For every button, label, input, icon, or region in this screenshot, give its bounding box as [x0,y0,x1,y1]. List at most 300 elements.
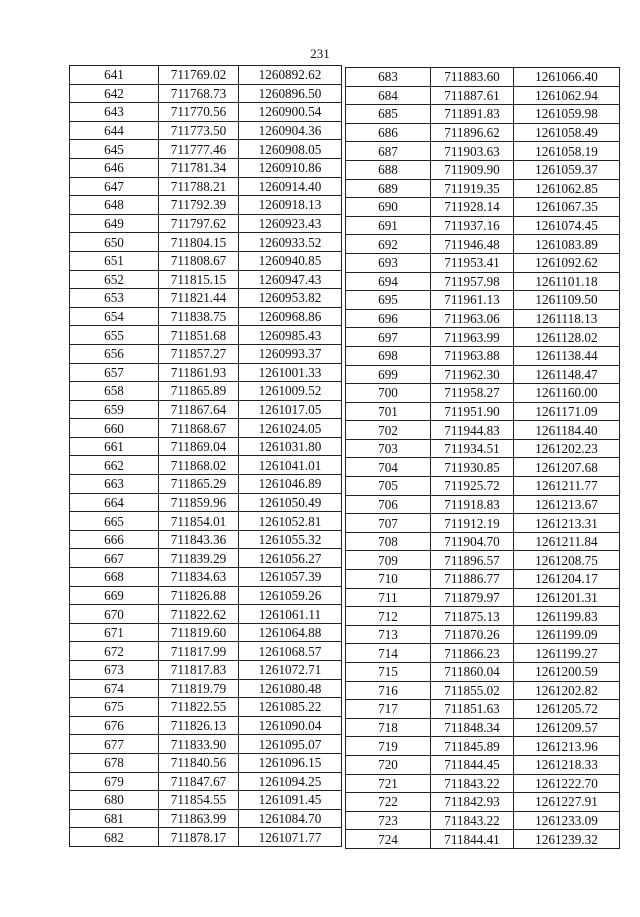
y-coordinate-cell: 1261091.45 [239,791,342,810]
point-number-cell: 682 [70,828,159,847]
y-coordinate-cell: 1261209.57 [514,718,620,737]
point-number-cell: 673 [70,661,159,680]
table-row [70,828,342,847]
point-number-cell: 676 [70,716,159,735]
x-coordinate-cell: 711887.61 [431,86,514,105]
y-coordinate-cell: 1261024.05 [239,419,342,438]
table-row [346,439,620,458]
table-row [70,214,342,233]
table-row [70,140,342,159]
point-number-cell: 683 [346,68,431,87]
y-coordinate-cell: 1261227.91 [514,793,620,812]
y-coordinate-cell: 1261213.31 [514,514,620,533]
x-coordinate-cell: 711797.62 [159,214,239,233]
y-coordinate-cell: 1261095.07 [239,735,342,754]
table-row [346,235,620,254]
table-row [346,142,620,161]
y-coordinate-cell: 1261222.70 [514,774,620,793]
table-row [346,718,620,737]
table-row [346,421,620,440]
x-coordinate-cell: 711773.50 [159,121,239,140]
point-number-cell: 677 [70,735,159,754]
x-coordinate-cell: 711866.23 [431,644,514,663]
table-row [70,716,342,735]
y-coordinate-cell: 1261118.13 [514,309,620,328]
x-coordinate-cell: 711842.93 [431,793,514,812]
table-row [70,419,342,438]
y-coordinate-cell: 1260985.43 [239,326,342,345]
y-coordinate-cell: 1261201.31 [514,588,620,607]
y-coordinate-cell: 1261017.05 [239,400,342,419]
table-row [70,493,342,512]
y-coordinate-cell: 1260993.37 [239,344,342,363]
point-number-cell: 672 [70,642,159,661]
x-coordinate-cell: 711878.17 [159,828,239,847]
y-coordinate-cell: 1261052.81 [239,512,342,531]
table-row [70,289,342,308]
table-row [346,68,620,87]
point-number-cell: 666 [70,530,159,549]
y-coordinate-cell: 1261211.77 [514,477,620,496]
x-coordinate-cell: 711822.62 [159,605,239,624]
x-coordinate-cell: 711868.02 [159,456,239,475]
point-number-cell: 723 [346,811,431,830]
page-number: 231 [310,46,330,61]
table-row [70,772,342,791]
y-coordinate-cell: 1261218.33 [514,755,620,774]
x-coordinate-cell: 711788.21 [159,177,239,196]
x-coordinate-cell: 711962.30 [431,365,514,384]
point-number-cell: 664 [70,493,159,512]
coordinates-table-left [69,65,342,847]
table-row [346,774,620,793]
x-coordinate-cell: 711868.67 [159,419,239,438]
point-number-cell: 651 [70,251,159,270]
x-coordinate-cell: 711937.16 [431,216,514,235]
point-number-cell: 661 [70,437,159,456]
point-number-cell: 691 [346,216,431,235]
table-row [70,437,342,456]
y-coordinate-cell: 1260953.82 [239,289,342,308]
table-row [70,586,342,605]
point-number-cell: 641 [70,66,159,85]
x-coordinate-cell: 711819.79 [159,679,239,698]
y-coordinate-cell: 1261207.68 [514,458,620,477]
point-number-cell: 715 [346,663,431,682]
x-coordinate-cell: 711848.34 [431,718,514,737]
y-coordinate-cell: 1261059.37 [514,160,620,179]
table-row [70,84,342,103]
x-coordinate-cell: 711875.13 [431,607,514,626]
x-coordinate-cell: 711777.46 [159,140,239,159]
point-number-cell: 685 [346,105,431,124]
x-coordinate-cell: 711817.99 [159,642,239,661]
point-number-cell: 711 [346,588,431,607]
x-coordinate-cell: 711843.22 [431,774,514,793]
table-row [70,233,342,252]
y-coordinate-cell: 1260918.13 [239,196,342,215]
point-number-cell: 694 [346,272,431,291]
table-row [346,86,620,105]
x-coordinate-cell: 711963.99 [431,328,514,347]
table-row [70,568,342,587]
y-coordinate-cell: 1261071.77 [239,828,342,847]
point-number-cell: 721 [346,774,431,793]
table-row [346,458,620,477]
table-row [70,177,342,196]
x-coordinate-cell: 711768.73 [159,84,239,103]
point-number-cell: 712 [346,607,431,626]
table-row [70,623,342,642]
table-row [346,532,620,551]
point-number-cell: 684 [346,86,431,105]
point-number-cell: 667 [70,549,159,568]
point-number-cell: 719 [346,737,431,756]
point-number-cell: 655 [70,326,159,345]
point-number-cell: 716 [346,681,431,700]
point-number-cell: 642 [70,84,159,103]
y-coordinate-cell: 1261148.47 [514,365,620,384]
table-row [346,328,620,347]
x-coordinate-cell: 711792.39 [159,196,239,215]
y-coordinate-cell: 1261084.70 [239,809,342,828]
table-row [70,121,342,140]
x-coordinate-cell: 711903.63 [431,142,514,161]
point-number-cell: 649 [70,214,159,233]
y-coordinate-cell: 1261056.27 [239,549,342,568]
point-number-cell: 646 [70,158,159,177]
x-coordinate-cell: 711857.27 [159,344,239,363]
y-coordinate-cell: 1260923.43 [239,214,342,233]
point-number-cell: 701 [346,402,431,421]
x-coordinate-cell: 711863.99 [159,809,239,828]
table-row [70,661,342,680]
y-coordinate-cell: 1261074.45 [514,216,620,235]
table-row [346,216,620,235]
y-coordinate-cell: 1261128.02 [514,328,620,347]
point-number-cell: 709 [346,551,431,570]
y-coordinate-cell: 1261208.75 [514,551,620,570]
table-row [70,679,342,698]
y-coordinate-cell: 1261062.94 [514,86,620,105]
x-coordinate-cell: 711847.67 [159,772,239,791]
table-row [70,196,342,215]
x-coordinate-cell: 711961.13 [431,291,514,310]
table-row [70,530,342,549]
point-number-cell: 653 [70,289,159,308]
table-row [346,830,620,849]
y-coordinate-cell: 1261085.22 [239,698,342,717]
x-coordinate-cell: 711833.90 [159,735,239,754]
y-coordinate-cell: 1260933.52 [239,233,342,252]
y-coordinate-cell: 1261211.84 [514,532,620,551]
table-row [346,570,620,589]
table-row [70,158,342,177]
point-number-cell: 669 [70,586,159,605]
table-row [70,66,342,85]
table-row [70,400,342,419]
table-body-left [70,66,342,847]
table-row [346,402,620,421]
table-row [346,309,620,328]
x-coordinate-cell: 711844.45 [431,755,514,774]
x-coordinate-cell: 711770.56 [159,103,239,122]
point-number-cell: 706 [346,495,431,514]
table-row [346,253,620,272]
point-number-cell: 658 [70,382,159,401]
table-row [70,753,342,772]
y-coordinate-cell: 1260914.40 [239,177,342,196]
y-coordinate-cell: 1261205.72 [514,700,620,719]
table-row [346,477,620,496]
table-row [346,793,620,812]
point-number-cell: 695 [346,291,431,310]
point-number-cell: 722 [346,793,431,812]
y-coordinate-cell: 1261199.09 [514,625,620,644]
y-coordinate-cell: 1261213.67 [514,495,620,514]
table-row [346,607,620,626]
y-coordinate-cell: 1261200.59 [514,663,620,682]
point-number-cell: 670 [70,605,159,624]
x-coordinate-cell: 711851.63 [431,700,514,719]
table-row [346,700,620,719]
y-coordinate-cell: 1261001.33 [239,363,342,382]
table-row [70,251,342,270]
point-number-cell: 700 [346,384,431,403]
x-coordinate-cell: 711963.88 [431,346,514,365]
table-row [70,270,342,289]
table-row [346,179,620,198]
x-coordinate-cell: 711839.29 [159,549,239,568]
y-coordinate-cell: 1260940.85 [239,251,342,270]
table-row [346,495,620,514]
table-row [346,198,620,217]
x-coordinate-cell: 711808.67 [159,251,239,270]
table-row [70,103,342,122]
point-number-cell: 660 [70,419,159,438]
point-number-cell: 697 [346,328,431,347]
x-coordinate-cell: 711957.98 [431,272,514,291]
point-number-cell: 678 [70,753,159,772]
table-row [70,809,342,828]
x-coordinate-cell: 711844.41 [431,830,514,849]
x-coordinate-cell: 711951.90 [431,402,514,421]
x-coordinate-cell: 711843.22 [431,811,514,830]
table-row [346,681,620,700]
x-coordinate-cell: 711769.02 [159,66,239,85]
x-coordinate-cell: 711854.55 [159,791,239,810]
y-coordinate-cell: 1261041.01 [239,456,342,475]
y-coordinate-cell: 1261213.96 [514,737,620,756]
table-row [346,737,620,756]
point-number-cell: 675 [70,698,159,717]
table-row [346,663,620,682]
point-number-cell: 703 [346,439,431,458]
table-row [70,382,342,401]
x-coordinate-cell: 711870.26 [431,625,514,644]
point-number-cell: 699 [346,365,431,384]
point-number-cell: 705 [346,477,431,496]
point-number-cell: 662 [70,456,159,475]
point-number-cell: 687 [346,142,431,161]
table-row [70,475,342,494]
point-number-cell: 674 [70,679,159,698]
x-coordinate-cell: 711859.96 [159,493,239,512]
point-number-cell: 693 [346,253,431,272]
table-row [70,642,342,661]
y-coordinate-cell: 1261061.11 [239,605,342,624]
point-number-cell: 657 [70,363,159,382]
y-coordinate-cell: 1261067.35 [514,198,620,217]
y-coordinate-cell: 1261202.82 [514,681,620,700]
x-coordinate-cell: 711826.13 [159,716,239,735]
point-number-cell: 668 [70,568,159,587]
y-coordinate-cell: 1261184.40 [514,421,620,440]
table-row [346,346,620,365]
y-coordinate-cell: 1261160.00 [514,384,620,403]
y-coordinate-cell: 1261064.88 [239,623,342,642]
y-coordinate-cell: 1261059.26 [239,586,342,605]
y-coordinate-cell: 1261101.18 [514,272,620,291]
table-row [346,811,620,830]
y-coordinate-cell: 1261062.85 [514,179,620,198]
x-coordinate-cell: 711883.60 [431,68,514,87]
table-row [70,791,342,810]
y-coordinate-cell: 1261171.09 [514,402,620,421]
point-number-cell: 686 [346,123,431,142]
point-number-cell: 665 [70,512,159,531]
table-row [70,549,342,568]
y-coordinate-cell: 1261059.98 [514,105,620,124]
table-body-right [346,68,620,849]
x-coordinate-cell: 711958.27 [431,384,514,403]
table-row [346,123,620,142]
x-coordinate-cell: 711946.48 [431,235,514,254]
y-coordinate-cell: 1261233.09 [514,811,620,830]
x-coordinate-cell: 711918.83 [431,495,514,514]
y-coordinate-cell: 1261031.80 [239,437,342,456]
point-number-cell: 696 [346,309,431,328]
x-coordinate-cell: 711840.56 [159,753,239,772]
y-coordinate-cell: 1261058.19 [514,142,620,161]
point-number-cell: 648 [70,196,159,215]
point-number-cell: 654 [70,307,159,326]
point-number-cell: 652 [70,270,159,289]
x-coordinate-cell: 711896.57 [431,551,514,570]
table-row [346,551,620,570]
x-coordinate-cell: 711925.72 [431,477,514,496]
x-coordinate-cell: 711851.68 [159,326,239,345]
x-coordinate-cell: 711845.89 [431,737,514,756]
x-coordinate-cell: 711838.75 [159,307,239,326]
x-coordinate-cell: 711815.15 [159,270,239,289]
point-number-cell: 724 [346,830,431,849]
point-number-cell: 713 [346,625,431,644]
x-coordinate-cell: 711854.01 [159,512,239,531]
y-coordinate-cell: 1261046.89 [239,475,342,494]
y-coordinate-cell: 1260968.86 [239,307,342,326]
y-coordinate-cell: 1261009.52 [239,382,342,401]
y-coordinate-cell: 1261057.39 [239,568,342,587]
point-number-cell: 681 [70,809,159,828]
y-coordinate-cell: 1261109.50 [514,291,620,310]
x-coordinate-cell: 711879.97 [431,588,514,607]
point-number-cell: 659 [70,400,159,419]
point-number-cell: 707 [346,514,431,533]
point-number-cell: 680 [70,791,159,810]
y-coordinate-cell: 1260900.54 [239,103,342,122]
x-coordinate-cell: 711912.19 [431,514,514,533]
point-number-cell: 644 [70,121,159,140]
y-coordinate-cell: 1261138.44 [514,346,620,365]
table-row [70,735,342,754]
x-coordinate-cell: 711867.64 [159,400,239,419]
x-coordinate-cell: 711843.36 [159,530,239,549]
point-number-cell: 704 [346,458,431,477]
point-number-cell: 650 [70,233,159,252]
x-coordinate-cell: 711865.29 [159,475,239,494]
x-coordinate-cell: 711953.41 [431,253,514,272]
x-coordinate-cell: 711934.51 [431,439,514,458]
table-row [346,160,620,179]
x-coordinate-cell: 711891.83 [431,105,514,124]
x-coordinate-cell: 711781.34 [159,158,239,177]
table-row [346,105,620,124]
point-number-cell: 689 [346,179,431,198]
table-row [346,644,620,663]
x-coordinate-cell: 711919.35 [431,179,514,198]
y-coordinate-cell: 1261092.62 [514,253,620,272]
x-coordinate-cell: 711886.77 [431,570,514,589]
x-coordinate-cell: 711822.55 [159,698,239,717]
table-row [346,588,620,607]
point-number-cell: 679 [70,772,159,791]
point-number-cell: 710 [346,570,431,589]
y-coordinate-cell: 1260947.43 [239,270,342,289]
y-coordinate-cell: 1260896.50 [239,84,342,103]
point-number-cell: 690 [346,198,431,217]
x-coordinate-cell: 711869.04 [159,437,239,456]
point-number-cell: 718 [346,718,431,737]
y-coordinate-cell: 1261239.32 [514,830,620,849]
x-coordinate-cell: 711855.02 [431,681,514,700]
y-coordinate-cell: 1261068.57 [239,642,342,661]
coordinates-table-right [345,67,620,849]
y-coordinate-cell: 1261050.49 [239,493,342,512]
x-coordinate-cell: 711826.88 [159,586,239,605]
table-row [70,307,342,326]
table-row [346,291,620,310]
y-coordinate-cell: 1260908.05 [239,140,342,159]
point-number-cell: 708 [346,532,431,551]
point-number-cell: 717 [346,700,431,719]
y-coordinate-cell: 1261096.15 [239,753,342,772]
x-coordinate-cell: 711804.15 [159,233,239,252]
x-coordinate-cell: 711819.60 [159,623,239,642]
table-row [70,698,342,717]
x-coordinate-cell: 711896.62 [431,123,514,142]
y-coordinate-cell: 1261090.04 [239,716,342,735]
point-number-cell: 643 [70,103,159,122]
point-number-cell: 656 [70,344,159,363]
y-coordinate-cell: 1261094.25 [239,772,342,791]
y-coordinate-cell: 1260892.62 [239,66,342,85]
table-row [346,625,620,644]
table-row [70,363,342,382]
y-coordinate-cell: 1260904.36 [239,121,342,140]
x-coordinate-cell: 711834.63 [159,568,239,587]
x-coordinate-cell: 711944.83 [431,421,514,440]
